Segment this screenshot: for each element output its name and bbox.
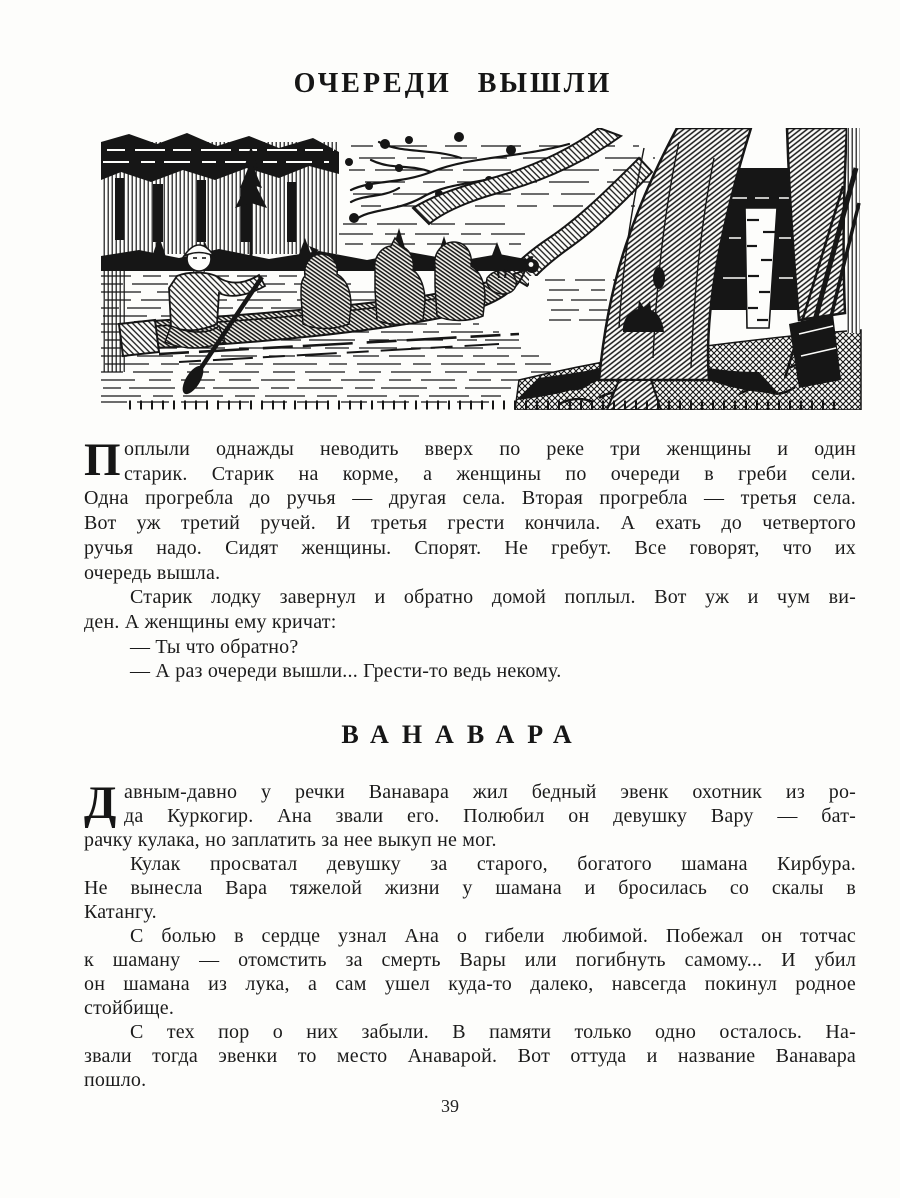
- text-line: — Ты что обратно?: [130, 635, 299, 658]
- paragraph: [84, 635, 856, 660]
- text-line: Катангу.: [84, 901, 157, 923]
- text-line: звали тогда эвенки то место Анаварой. Вот оттуда и название Ванавара: [84, 1045, 856, 1067]
- story2-title: ВАНАВАРА: [341, 720, 585, 749]
- text-line: Кулак просватал девушку за старого, богатого шамана Кирбура.: [130, 853, 856, 875]
- text-line: он шамана из лука, а сам ушел куда-то далеко, навсегда покинул родное: [84, 973, 856, 995]
- text-line: да Куркогир. Ана звали его. Полюбил он девушку Вару — бат-: [124, 805, 856, 827]
- text-line: оплыли однажды неводить вверх по реке три женщины и один: [124, 438, 856, 460]
- text-line: С болью в сердце узнал Ана о гибели любимой. Побежал он тотчас: [130, 925, 856, 947]
- paragraph: [84, 1020, 856, 1092]
- text-line: пошло.: [84, 1069, 147, 1091]
- text-line: ручья надо. Сидят женщины. Спорят. Не гребут. Все говорят, что их: [84, 536, 856, 559]
- text-line: ден. А женщины ему кричат:: [84, 610, 337, 633]
- paragraph: [84, 659, 856, 684]
- paragraph: [84, 852, 856, 924]
- text-line: к шаману — отомстить за смерть Вары или погибнуть самому... И убил: [84, 949, 856, 971]
- drop-cap: Д: [84, 777, 117, 829]
- text-line: — А раз очереди вышли... Грести-то ведь некому.: [130, 660, 562, 683]
- text-line: авным-давно у речки Ванавара жил бедный эвенк охотник из ро-: [124, 781, 856, 803]
- woodcut-illustration: [99, 128, 862, 410]
- text-line: Старик лодку завернул и обратно домой поплыл. Вот уж и чум ви-: [130, 586, 856, 609]
- story1-text: [84, 434, 856, 684]
- paragraph: [84, 924, 856, 1020]
- story1-title: ОЧЕРЕДИ ВЫШЛИ: [293, 68, 613, 99]
- text-line: старик. Старик на корме, а женщины по очереди в греби сели.: [124, 462, 856, 485]
- paragraph: [84, 585, 856, 634]
- illustration-figure: [99, 128, 862, 410]
- drop-cap: П: [84, 434, 121, 486]
- text-line: Вот уж третий ручей. И третья грести кончила. А ехать до четвертого: [84, 512, 856, 535]
- page-number: 39: [441, 1096, 459, 1116]
- story2-text: [84, 777, 856, 1092]
- text-line: С тех пор о них забыли. В памяти только одно осталось. На-: [130, 1021, 856, 1043]
- paragraph: [84, 434, 856, 585]
- text-line: рачку кулака, но заплатить за нее выкуп не мог.: [84, 829, 497, 851]
- text-line: очередь вышла.: [84, 561, 221, 584]
- text-line: Не вынесла Вара тяжелой жизни у шамана и бросилась со скалы в: [84, 877, 856, 899]
- paragraph: [84, 777, 856, 852]
- text-line: Одна прогребла до ручья — другая села. Вторая прогребла — третья села.: [84, 487, 856, 510]
- text-line: стойбище.: [84, 997, 175, 1019]
